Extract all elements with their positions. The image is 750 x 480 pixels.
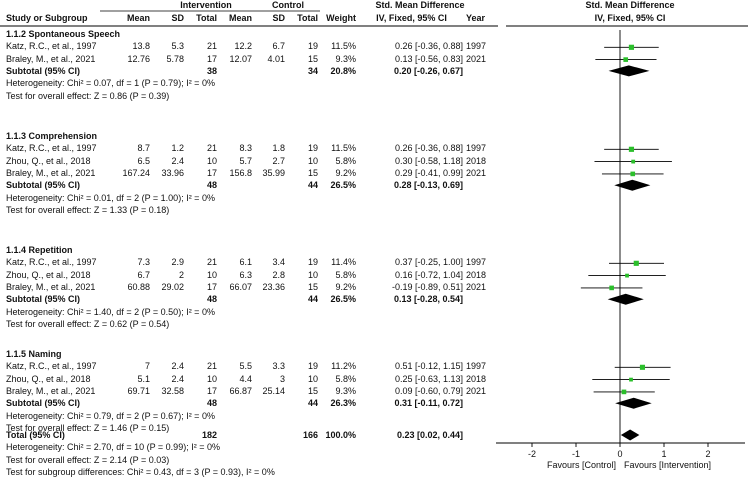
study-mean-control: 66.87 — [229, 385, 252, 396]
subtotal-weight: 26.3% — [330, 398, 356, 409]
study-year: 2018 — [466, 269, 487, 280]
subtotal-ci: 0.20 [-0.26, 0.67] — [393, 65, 463, 76]
study-name: Braley, M., et al., 2021 — [6, 167, 96, 178]
study-sd-control: 3.3 — [272, 361, 285, 372]
study-name: Katz, R.C., et al., 1997 — [6, 41, 97, 52]
study-ci: 0.25 [-0.63, 1.13] — [394, 373, 463, 384]
subtotal-diamond — [615, 398, 652, 409]
subtotal-diamond — [609, 65, 650, 76]
study-ci: -0.19 [-0.89, 0.51] — [391, 281, 463, 292]
study-total-intervention: 17 — [206, 167, 217, 178]
study-weight: 9.3% — [335, 53, 356, 64]
study-weight: 5.8% — [335, 373, 356, 384]
study-weight: 11.5% — [331, 143, 356, 154]
study-mean-control: 6.1 — [239, 257, 252, 268]
total-label: Total (95% CI) — [6, 430, 65, 440]
x-tick-label: 2 — [705, 449, 711, 459]
study-sd-control: 23.36 — [262, 281, 285, 292]
study-total-control: 10 — [307, 373, 318, 384]
study-sd-intervention: 2.4 — [171, 361, 184, 372]
col-header-study: Study or Subgroup — [6, 13, 88, 23]
study-ci: 0.26 [-0.36, 0.88] — [394, 41, 463, 52]
subtotal-total-intervention: 48 — [206, 398, 217, 409]
subtotal-ci: 0.28 [-0.13, 0.69] — [393, 180, 463, 191]
study-sd-control: 25.14 — [262, 385, 285, 396]
study-mean-control: 4.4 — [239, 373, 252, 384]
subtotal-total-control: 44 — [307, 294, 318, 305]
study-mean-control: 66.07 — [229, 281, 252, 292]
study-name: Braley, M., et al., 2021 — [6, 281, 96, 292]
study-ci: 0.09 [-0.60, 0.79] — [394, 385, 463, 396]
study-total-control: 15 — [307, 53, 318, 64]
study-total-control: 15 — [307, 167, 318, 178]
study-year: 2021 — [466, 385, 487, 396]
total-diamond — [621, 430, 639, 441]
subtotal-total-intervention: 48 — [206, 294, 217, 305]
subtotal-total-intervention: 48 — [206, 180, 217, 191]
study-total-intervention: 21 — [206, 41, 217, 52]
total-total-control: 166 — [302, 430, 318, 440]
study-point — [631, 160, 635, 164]
study-mean-intervention: 13.8 — [132, 41, 150, 52]
study-weight: 11.2% — [331, 361, 356, 372]
group-title: 1.1.4 Repetition — [6, 245, 73, 255]
study-sd-control: 3.4 — [272, 257, 285, 268]
study-name: Katz, R.C., et al., 1997 — [6, 361, 97, 372]
study-ci: 0.29 [-0.41, 0.99] — [394, 167, 463, 178]
study-sd-intervention: 29.02 — [161, 281, 184, 292]
x-tick-label: -2 — [527, 449, 537, 459]
study-mean-control: 6.3 — [239, 269, 252, 280]
subtotal-heterogeneity: Heterogeneity: Chi² = 0.79, df = 2 (P = 0.67); I² = 0% — [6, 410, 215, 421]
study-mean-intervention: 69.71 — [127, 385, 150, 396]
study-year: 2018 — [466, 373, 487, 384]
x-tick-label: 1 — [661, 449, 667, 459]
study-year: 1997 — [466, 257, 487, 268]
study-weight: 5.8% — [335, 155, 356, 166]
total-ci: 0.23 [0.02, 0.44] — [396, 430, 463, 440]
total-weight: 100.0% — [325, 430, 356, 440]
study-total-control: 15 — [307, 281, 318, 292]
study-total-control: 19 — [307, 41, 318, 52]
study-point — [629, 147, 634, 152]
subtotal-overall-effect: Test for overall effect: Z = 1.46 (P = 0.15) — [6, 422, 170, 433]
favours-control-label: Favours [Control] — [546, 460, 616, 470]
study-sd-intervention: 2 — [178, 269, 184, 280]
study-total-intervention: 17 — [206, 281, 217, 292]
study-sd-control: 1.8 — [272, 143, 285, 154]
study-total-intervention: 21 — [206, 257, 217, 268]
study-sd-control: 3 — [279, 373, 285, 384]
subtotal-total-control: 44 — [307, 398, 318, 409]
col-header-mean-c: Mean — [228, 13, 252, 23]
study-sd-control: 35.99 — [262, 167, 285, 178]
study-total-control: 10 — [307, 269, 318, 280]
study-mean-control: 156.8 — [229, 167, 252, 178]
study-point — [634, 261, 639, 266]
study-name: Zhou, Q., et al., 2018 — [6, 155, 91, 166]
subtotal-overall-effect: Test for overall effect: Z = 0.62 (P = 0.54) — [6, 318, 170, 329]
study-sd-control: 6.7 — [272, 41, 285, 52]
study-name: Katz, R.C., et al., 1997 — [6, 143, 97, 154]
study-total-control: 10 — [307, 155, 318, 166]
study-sd-intervention: 33.96 — [161, 167, 184, 178]
study-total-intervention: 10 — [206, 269, 217, 280]
study-sd-intervention: 2.9 — [171, 257, 184, 268]
study-total-control: 15 — [307, 385, 318, 396]
study-total-control: 19 — [307, 257, 318, 268]
total-overall-effect: Test for overall effect: Z = 2.14 (P = 0.03) — [6, 454, 170, 465]
study-sd-intervention: 2.4 — [171, 155, 184, 166]
study-mean-intervention: 167.24 — [122, 167, 150, 178]
study-name: Braley, M., et al., 2021 — [6, 385, 96, 396]
study-total-control: 19 — [307, 361, 318, 372]
study-year: 1997 — [466, 361, 487, 372]
header-control: Control — [272, 0, 304, 10]
subtotal-ci: 0.13 [-0.28, 0.54] — [393, 294, 463, 305]
study-total-intervention: 17 — [206, 385, 217, 396]
study-year: 1997 — [466, 41, 487, 52]
study-total-control: 19 — [307, 143, 318, 154]
study-year: 2021 — [466, 167, 487, 178]
study-name: Braley, M., et al., 2021 — [6, 53, 96, 64]
subtotal-total-control: 34 — [307, 65, 318, 76]
study-ci: 0.30 [-0.58, 1.18] — [394, 155, 463, 166]
header-smd: Std. Mean Difference — [375, 0, 465, 10]
total-total-intervention: 182 — [201, 430, 217, 440]
subtotal-weight: 26.5% — [330, 294, 356, 305]
study-mean-intervention: 8.7 — [137, 143, 150, 154]
study-mean-control: 12.2 — [234, 41, 252, 52]
subtotal-weight: 26.5% — [330, 180, 356, 191]
group-title: 1.1.3 Comprehension — [6, 131, 98, 141]
col-header-weight: Weight — [326, 13, 356, 23]
col-header-mean-i: Mean — [126, 13, 150, 23]
subtotal-overall-effect: Test for overall effect: Z = 1.33 (P = 0.18) — [6, 204, 170, 215]
col-header-total-i: Total — [196, 13, 217, 23]
study-name: Zhou, Q., et al., 2018 — [6, 373, 91, 384]
study-total-intervention: 21 — [206, 361, 217, 372]
study-total-intervention: 10 — [206, 373, 217, 384]
study-name: Zhou, Q., et al., 2018 — [6, 269, 91, 280]
subtotal-total-intervention: 38 — [206, 65, 217, 76]
col-header-sd-c: SD — [272, 13, 285, 23]
header-intervention: Intervention — [180, 0, 232, 10]
study-weight: 11.5% — [331, 41, 356, 52]
study-ci: 0.51 [-0.12, 1.15] — [394, 361, 463, 372]
study-point — [622, 390, 627, 395]
study-total-intervention: 17 — [206, 53, 217, 64]
subtotal-heterogeneity: Heterogeneity: Chi² = 1.40, df = 2 (P = 0.50); I² = 0% — [6, 306, 215, 317]
study-sd-control: 2.7 — [272, 155, 285, 166]
subtotal-label: Subtotal (95% CI) — [6, 294, 81, 305]
study-sd-intervention: 1.2 — [171, 143, 184, 154]
col-header-ci-right: IV, Fixed, 95% CI — [594, 13, 666, 23]
study-mean-control: 5.5 — [239, 361, 252, 372]
study-mean-intervention: 60.88 — [127, 281, 150, 292]
study-point — [625, 274, 629, 278]
study-ci: 0.16 [-0.72, 1.04] — [394, 269, 463, 280]
study-mean-control: 8.3 — [239, 143, 252, 154]
study-mean-intervention: 6.7 — [137, 269, 150, 280]
study-total-intervention: 10 — [206, 155, 217, 166]
study-mean-control: 5.7 — [239, 155, 252, 166]
subtotal-label: Subtotal (95% CI) — [6, 180, 81, 191]
subtotal-overall-effect: Test for overall effect: Z = 0.86 (P = 0.39) — [6, 90, 170, 101]
col-header-sd-i: SD — [171, 13, 184, 23]
group-title: 1.1.2 Spontaneous Speech — [6, 29, 121, 39]
study-weight: 9.2% — [335, 281, 356, 292]
study-year: 2021 — [466, 281, 487, 292]
study-weight: 9.3% — [335, 385, 356, 396]
subtotal-weight: 20.8% — [330, 65, 356, 76]
study-year: 2018 — [466, 155, 487, 166]
col-header-year: Year — [466, 13, 486, 23]
subtotal-total-control: 44 — [307, 180, 318, 191]
study-sd-intervention: 32.58 — [161, 385, 184, 396]
subtotal-label: Subtotal (95% CI) — [6, 65, 81, 76]
study-mean-intervention: 7.3 — [137, 257, 150, 268]
study-total-intervention: 21 — [206, 143, 217, 154]
study-ci: 0.26 [-0.36, 0.88] — [394, 143, 463, 154]
x-tick-label: -1 — [571, 449, 581, 459]
study-ci: 0.13 [-0.56, 0.83] — [394, 53, 463, 64]
subtotal-label: Subtotal (95% CI) — [6, 398, 81, 409]
study-sd-intervention: 2.4 — [171, 373, 184, 384]
study-year: 2021 — [466, 53, 487, 64]
study-name: Katz, R.C., et al., 1997 — [6, 257, 97, 268]
subtotal-diamond — [608, 294, 644, 305]
study-sd-intervention: 5.78 — [166, 53, 184, 64]
favours-intervention-label: Favours [Intervention] — [624, 460, 712, 470]
study-year: 1997 — [466, 143, 487, 154]
study-mean-intervention: 6.5 — [137, 155, 150, 166]
study-mean-control: 12.07 — [229, 53, 252, 64]
subtotal-heterogeneity: Heterogeneity: Chi² = 0.07, df = 1 (P = 0.79); I² = 0% — [6, 78, 215, 89]
study-point — [623, 57, 628, 62]
study-weight: 9.2% — [335, 167, 356, 178]
study-mean-intervention: 7 — [144, 361, 150, 372]
subtotal-ci: 0.31 [-0.11, 0.72] — [394, 398, 463, 409]
study-weight: 5.8% — [335, 269, 356, 280]
total-subgroup-differences: Test for subgroup differences: Chi² = 0.43, df = 3 (P = 0.93), I² = 0% — [6, 466, 275, 477]
study-mean-intervention: 5.1 — [137, 373, 150, 384]
col-header-ci: IV, Fixed, 95% CI — [376, 13, 447, 23]
study-sd-control: 4.01 — [267, 53, 285, 64]
study-point — [640, 365, 645, 370]
col-header-total-c: Total — [297, 13, 318, 23]
study-mean-intervention: 12.76 — [127, 53, 150, 64]
study-point — [630, 172, 635, 177]
subtotal-heterogeneity: Heterogeneity: Chi² = 0.01, df = 2 (P = 1.00); I² = 0% — [6, 192, 215, 203]
header-smd-right: Std. Mean Difference — [585, 0, 675, 10]
total-heterogeneity: Heterogeneity: Chi² = 2.70, df = 10 (P = 0.99); I² = 0% — [6, 442, 220, 453]
study-point — [609, 286, 614, 291]
study-point — [629, 378, 633, 382]
study-ci: 0.37 [-0.25, 1.00] — [394, 257, 463, 268]
study-sd-intervention: 5.3 — [171, 41, 184, 52]
x-tick-label: 0 — [617, 449, 623, 459]
study-weight: 11.4% — [331, 257, 356, 268]
group-title: 1.1.5 Naming — [6, 349, 62, 359]
study-point — [629, 45, 634, 50]
study-sd-control: 2.8 — [272, 269, 285, 280]
